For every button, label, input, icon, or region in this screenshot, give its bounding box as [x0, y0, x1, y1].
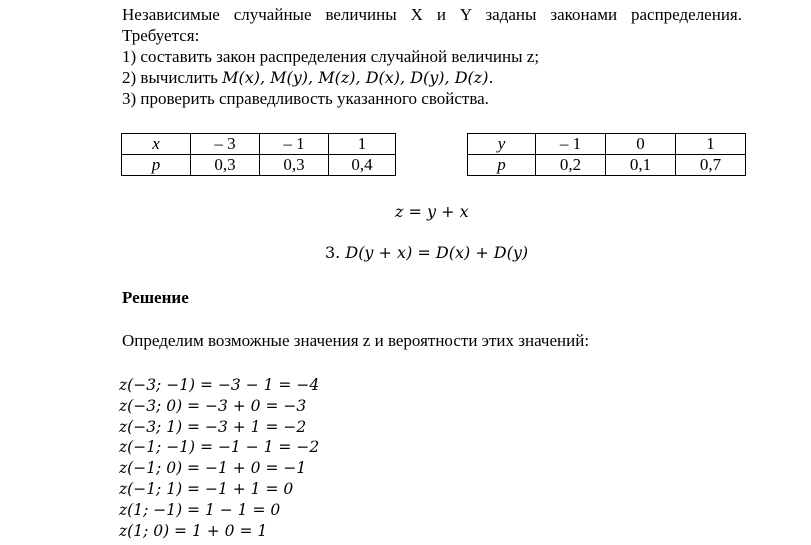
intro-line-5: 3) проверить справедливость указанного свойства.: [122, 89, 489, 108]
table-cell: 0,4: [329, 155, 396, 176]
moments-formula: M(x), M(y), M(z), D(x), D(y), D(z).: [222, 68, 494, 87]
solution-steps: [119, 375, 319, 541]
solution-text: Определим возможные значения z и вероятности этих значений:: [122, 331, 590, 350]
property-formula: [325, 243, 528, 262]
table-cell: – 1: [260, 134, 329, 155]
table-row: [468, 155, 746, 176]
table-row: [122, 155, 396, 176]
table-cell: 0,7: [676, 155, 746, 176]
calculation-line: z(−3; 0) = −3 + 0 = −3: [119, 396, 307, 415]
intro-line-4-text: 2) вычислить: [122, 68, 223, 87]
distribution-table-x: [121, 133, 396, 176]
table-cell: p: [468, 155, 536, 176]
intro-line-4: [122, 67, 742, 88]
table-cell: 1: [329, 134, 396, 155]
table-cell: y: [468, 134, 536, 155]
table-cell: – 3: [191, 134, 260, 155]
table-cell: 0: [606, 134, 676, 155]
table-cell: x: [122, 134, 191, 155]
solution-heading: Решение: [122, 288, 189, 307]
table-cell: 0,3: [191, 155, 260, 176]
calculation-line: z(−3; 1) = −3 + 1 = −2: [119, 417, 307, 436]
property-number: 3.: [325, 243, 346, 262]
problem-statement: [122, 4, 742, 109]
table-cell: 0,1: [606, 155, 676, 176]
calculation-line: z(−3; −1) = −3 − 1 = −4: [119, 376, 320, 394]
intro-line-3: 1) составить закон распределения случайной величины z;: [122, 47, 540, 66]
table-cell: 0,2: [536, 155, 606, 176]
table-cell: p: [122, 155, 191, 176]
intro-line-1: Независимые случайные величины X и Y заданы законами распределения.: [122, 5, 742, 24]
calculation-line: z(−1; 0) = −1 + 0 = −1: [119, 459, 307, 478]
calculation-line: z(1; 0) = 1 + 0 = 1: [119, 521, 268, 540]
calculation-line: z(1; −1) = 1 − 1 = 0: [119, 500, 281, 519]
table-cell: 0,3: [260, 155, 329, 176]
table-cell: – 1: [536, 134, 606, 155]
table-cell: 1: [676, 134, 746, 155]
z-definition-formula: z = y + x: [395, 202, 469, 221]
table-row: [468, 134, 746, 155]
table-row: [122, 134, 396, 155]
property-expression: D(y + x) = D(x) + D(y): [345, 243, 529, 262]
distribution-table-y: [467, 133, 746, 176]
calculation-line: z(−1; −1) = −1 − 1 = −2: [119, 438, 320, 457]
calculation-line: z(−1; 1) = −1 + 1 = 0: [119, 479, 294, 498]
intro-line-2: Требуется:: [122, 26, 200, 45]
